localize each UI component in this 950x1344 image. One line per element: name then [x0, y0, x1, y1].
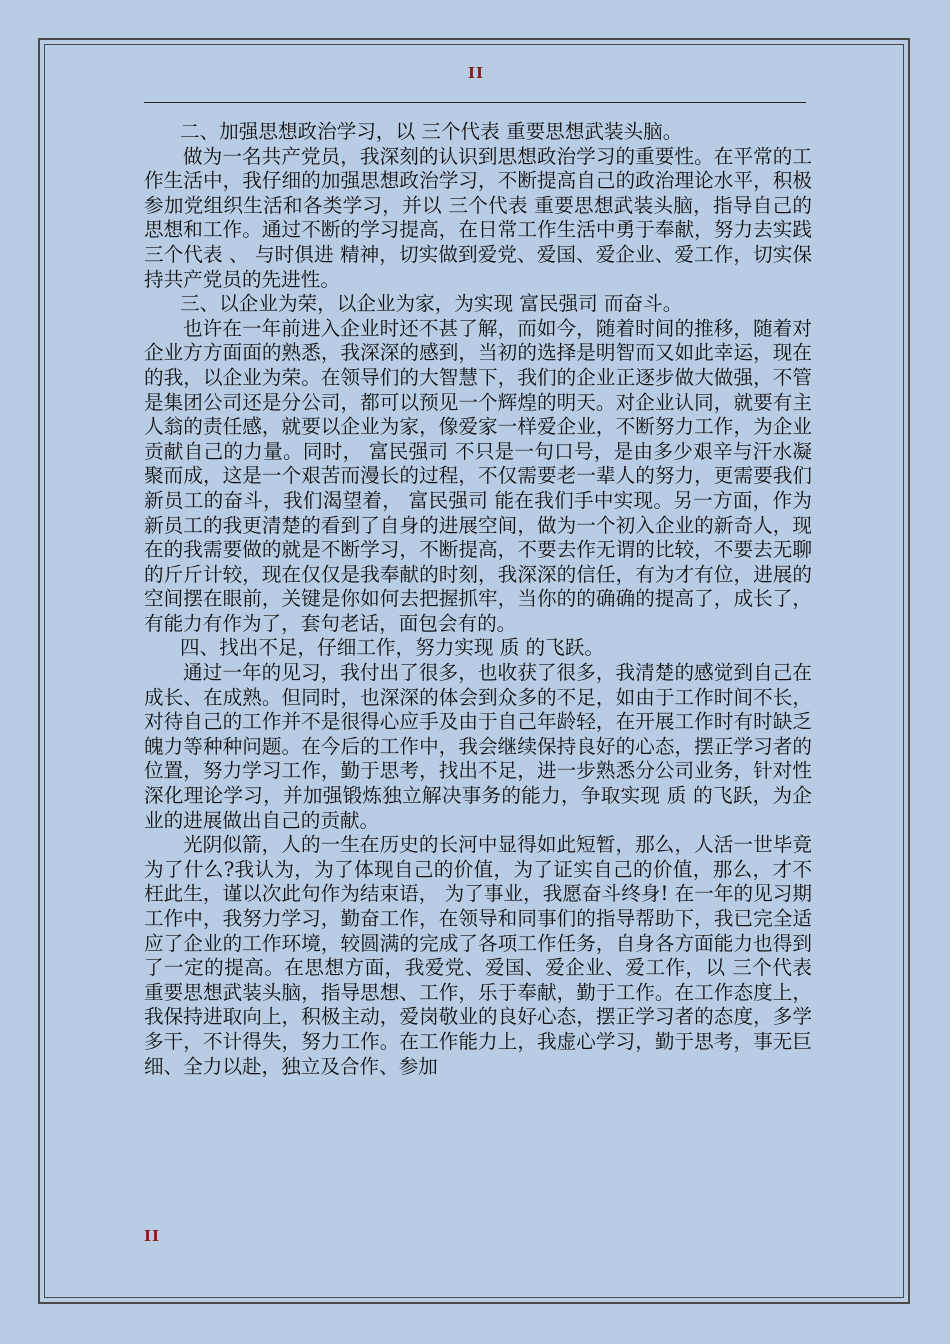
header-page-mark: II — [468, 64, 485, 82]
section-heading-4: 四、找出不足，仔细工作，努力实现 质 的飞跃。 — [180, 636, 604, 660]
header-divider — [144, 102, 806, 103]
document-body — [144, 120, 812, 1079]
paragraph: 光阴似箭，人的一生在历史的长河中显得如此短暂，那么，人活一世毕竟为了什么?我认为，为了体现自己的价值，为了证实自己的价值，那么，才不枉此生，谨以次此句作为结束语， 为了事业，我愿奋斗终身! 在一年的见习期工作中，我努力学习，勤奋工作，在领导和同事们的指导帮助下，我已完全适应了企业的工作环境，较圆满的完成了各项工作任务，自身各方面能力也得到了一定的提高。在思想方面，我爱党、爱国、爱企业、爱工作，以 三个代表 重要思想武装头脑，指导思想、工作，乐于奉献，勤于工作。在工作态度上，我保持进取向上，积极主动，爱岗敬业的良好心态，摆正学习者的态度，多学多干，不计得失，努力工作。在工作能力上，我虚心学习，勤于思考，事无巨细、全力以赴，独立及合作、参加 — [144, 833, 812, 1078]
section-heading-2: 二、加强思想政治学习，以 三个代表 重要思想武装头脑。 — [180, 120, 683, 143]
paragraph: 也许在一年前进入企业时还不甚了解，而如今，随着时间的推移，随着对企业方方面面的熟悉，我深深的感到，当初的选择是明智而又如此幸运，现在的我，以企业为荣。在领导们的大智慧下，我们的企业正逐步做大做强，不管是集团公司还是分公司，都可以预见一个辉煌的明天。对企业认同，就要有主人翁的责任感，就要以企业为家，像爱家一样爱企业，不断努力工作，为企业贡献自己的力量。同时， 富民强司 不只是一句口号，是由多少艰辛与汗水凝聚而成，这是一个艰苦而漫长的过程，不仅需要老一辈人的努力，更需要我们新员工的奋斗，我们渴望着， 富民强司 能在我们手中实现。另一方面，作为新员工的我更清楚的看到了自身的进展空间，做为一个初入企业的新奇人，现在的我需要做的就是不断学习，不断提高，不要去作无谓的比较，不要去无聊的斤斤计较，现在仅仅是我奉献的时刻，我深深的信任，有为才有位，进展的空间摆在眼前，关键是你如何去把握抓牢，当你的的确确的提高了，成长了，有能力有作为了，套句老话，面包会有的。 — [144, 316, 812, 635]
paragraph: 通过一年的见习，我付出了很多，也收获了很多，我清楚的感觉到自己在成长、在成熟。但同时，也深深的体会到众多的不足，如由于工作时间不长，对待自己的工作并不是很得心应手及由于自己年龄轻，在开展工作时有时缺乏魄力等种种问题。在今后的工作中，我会继续保持良好的心态，摆正学习者的位置，努力学习工作，勤于思考，找出不足，进一步熟悉分公司业务，针对性深化理论学习，并加强锻炼独立解决事务的能力，争取实现 质 的飞跃，为企业的进展做出自己的贡献。 — [144, 661, 812, 832]
section-heading-3: 三、以企业为荣，以企业为家，为实现 富民强司 而奋斗。 — [180, 292, 683, 316]
paragraph: 做为一名共产党员，我深刻的认识到思想政治学习的重要性。在平常的工作生活中，我仔细的加强思想政治学习，不断提高自己的政治理论水平，积极参加党组织生活和各类学习，并以 三个代表 重要思想武装头脑，指导自己的思想和工作。通过不断的学习提高，在日常工作生活中勇于奉献，努力去实践 三个代表 、 与时俱进 精神，切实做到爱党、爱国、爱企业、爱工作，切实保持共产党员的先进性。 — [144, 144, 812, 291]
footer-page-mark: II — [144, 1227, 161, 1245]
